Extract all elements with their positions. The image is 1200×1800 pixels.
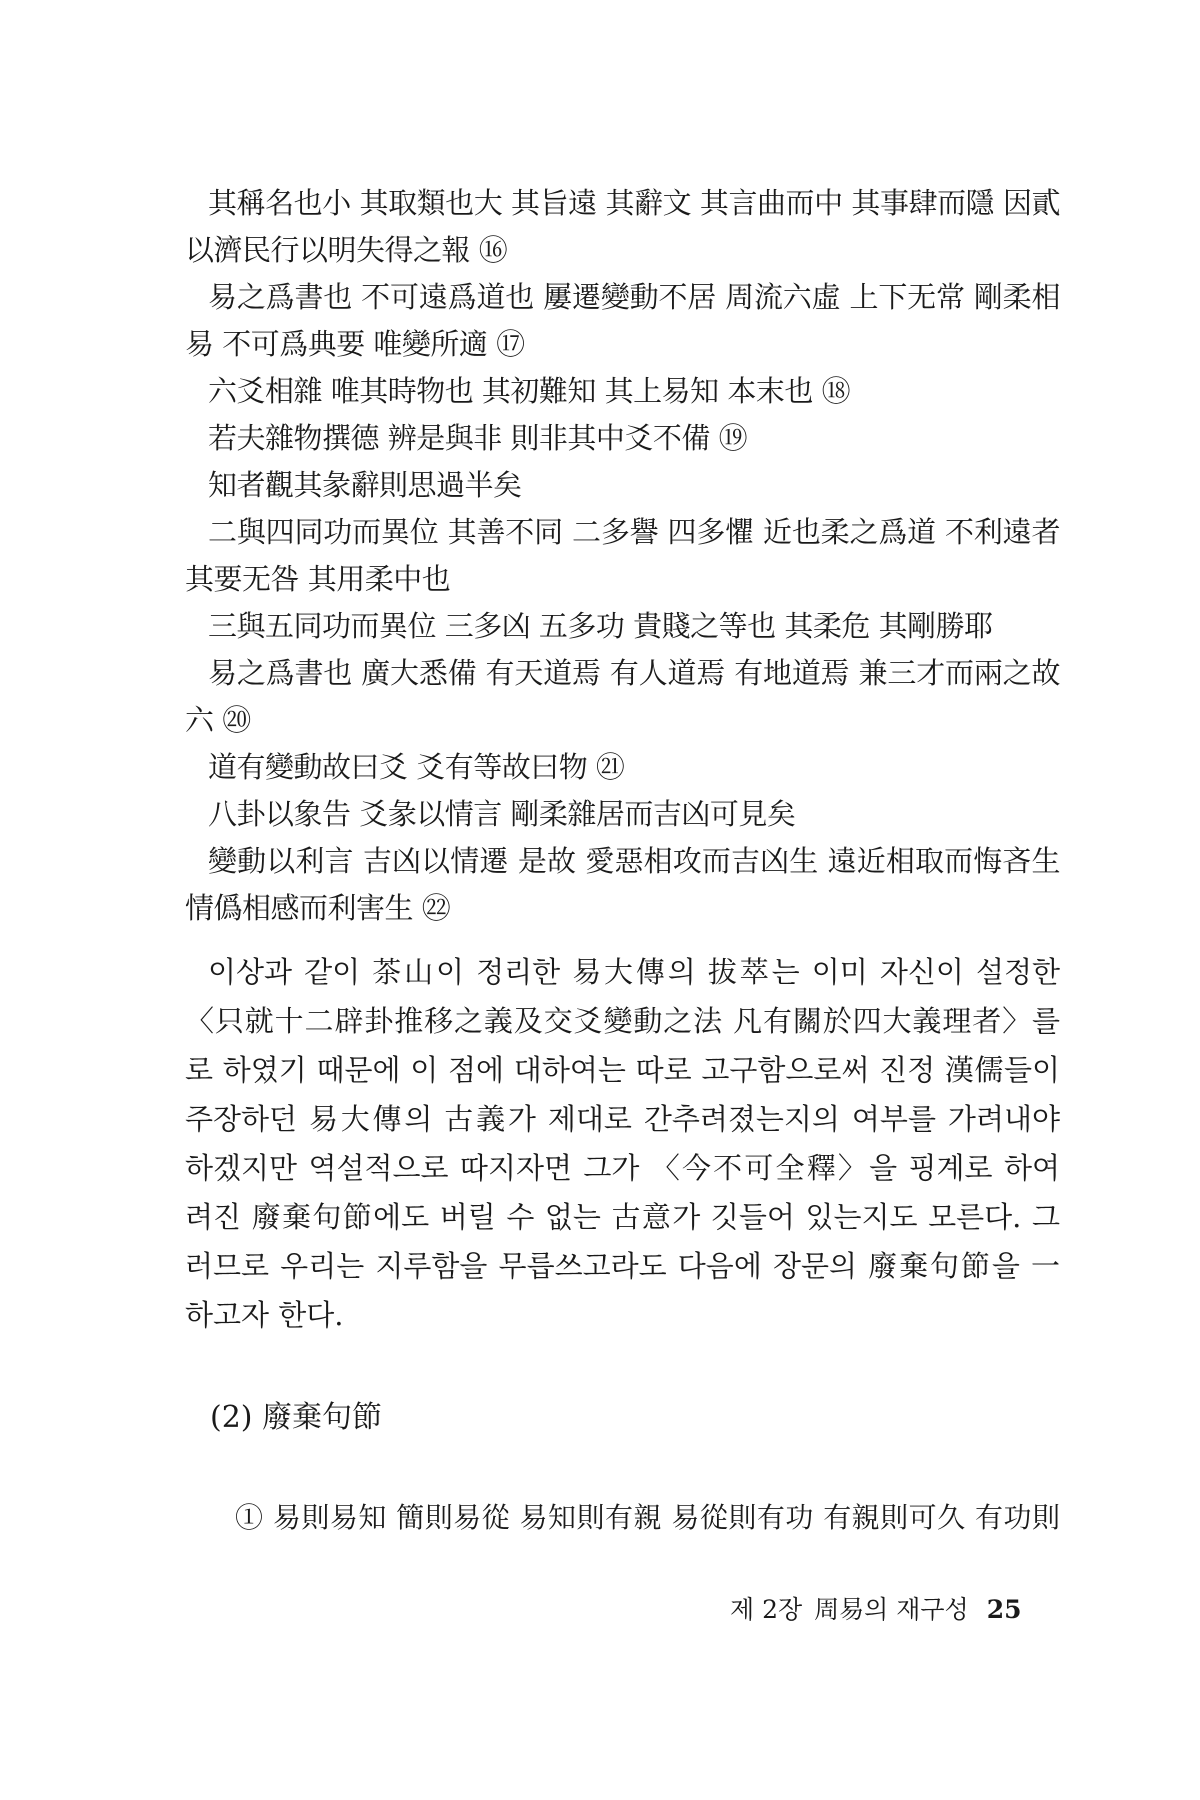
classical-quotation-block <box>185 180 1060 932</box>
paragraph-line: 하겠지만 역설적으로 따지자면 그가 〈今不可全釋〉을 핑계로 하여 <box>185 1151 1060 1185</box>
section-heading: (2) 廢棄句節 <box>210 1400 383 1435</box>
quote-line: 道有變動故曰爻 爻有等故曰物 ㉑ <box>208 750 625 784</box>
quote-line: 變動以利言 吉凶以情遷 是故 愛惡相攻而吉凶生 遠近相取而悔吝生 <box>208 844 1060 878</box>
quote-line: 其要无咎 其用柔中也 <box>185 562 451 596</box>
quote-line: 其稱名也小 其取類也大 其旨遠 其辭文 其言曲而中 其事肆而隱 因貳 <box>208 186 1060 220</box>
paragraph-line: 주장하던 易大傳의 古義가 제대로 간추려졌는지의 여부를 가려내야 <box>185 1102 1060 1136</box>
paragraph-line: 이상과 같이 茶山이 정리한 易大傳의 拔萃는 이미 자신이 설정한 <box>208 955 1060 989</box>
numbered-item-1: ① 易則易知 簡則易從 易知則有親 易從則有功 有親則可久 有功則 <box>235 1501 1060 1534</box>
quote-line: 易之爲書也 不可遠爲道也 屢遷變動不居 周流六虛 上下无常 剛柔相 <box>208 280 1060 314</box>
quote-line: 易之爲書也 廣大悉備 有天道焉 有人道焉 有地道焉 兼三才而兩之故 <box>208 656 1060 690</box>
running-footer <box>730 1592 1022 1628</box>
paragraph-line: 러므로 우리는 지루함을 무릅쓰고라도 다음에 장문의 廢棄句節을 一 <box>185 1249 1060 1283</box>
quote-line: 六爻相雜 唯其時物也 其初難知 其上易知 本末也 ⑱ <box>208 374 851 408</box>
page-number: 25 <box>986 1595 1022 1624</box>
quote-line: 三與五同功而異位 三多凶 五多功 貴賤之等也 其柔危 其剛勝耶 <box>208 609 993 643</box>
quote-line: 易 不可爲典要 唯變所適 ⑰ <box>185 327 525 361</box>
paragraph-line: 려진 廢棄句節에도 버릴 수 없는 古意가 깃들어 있는지도 모른다. 그 <box>185 1200 1060 1234</box>
quote-line: 若夫雜物撰德 辨是與非 則非其中爻不備 ⑲ <box>208 421 748 455</box>
quote-line: 知者觀其彖辭則思過半矣 <box>208 468 522 502</box>
quote-line: 二與四同功而異位 其善不同 二多譽 四多懼 近也柔之爲道 不利遠者 <box>208 515 1060 549</box>
quote-line: 情僞相感而利害生 ㉒ <box>185 891 451 925</box>
paragraph-line: 하고자 한다. <box>185 1298 344 1332</box>
commentary-paragraph <box>185 948 1060 1340</box>
paragraph-line: 〈只就十二辟卦推移之義及交爻變動之法 凡有關於四大義理者〉를 <box>185 1004 1060 1038</box>
footer-title: 周易의 재구성 <box>814 1595 969 1624</box>
footer-chapter: 제 2장 <box>730 1595 803 1624</box>
quote-line: 八卦以象告 爻彖以情言 剛柔雜居而吉凶可見矣 <box>208 797 796 831</box>
quote-line: 以濟民行以明失得之報 ⑯ <box>185 233 508 267</box>
quote-line: 六 ⑳ <box>185 703 251 737</box>
paragraph-line: 로 하였기 때문에 이 점에 대하여는 따로 고구함으로써 진정 漢儒들이 <box>185 1053 1060 1087</box>
